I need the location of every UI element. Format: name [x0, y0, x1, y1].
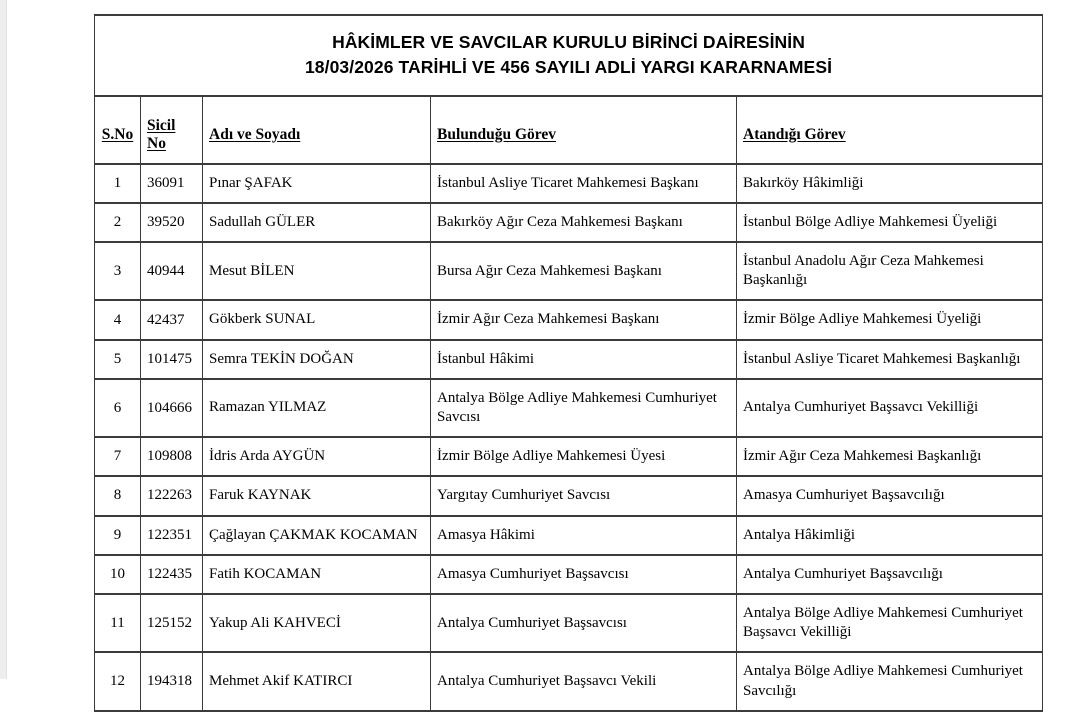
- cell-sno: 7: [95, 437, 141, 476]
- cell-sicil-no: 104666: [141, 379, 203, 437]
- table-row: [95, 340, 1043, 379]
- cell-sno: 8: [95, 476, 141, 515]
- cell-current-post: Antalya Cumhuriyet Başsavcı Vekili: [431, 652, 737, 710]
- cell-new-post: İzmir Bölge Adliye Mahkemesi Üyeliği: [737, 300, 1043, 339]
- table-row: [95, 594, 1043, 652]
- cell-new-post: Antalya Cumhuriyet Başsavcılığı: [737, 555, 1043, 594]
- cell-sicil-no: 36091: [141, 164, 203, 203]
- appointment-decree-table: [94, 14, 1043, 712]
- table-row: [95, 242, 1043, 300]
- column-header-new-post: Atandığı Görev: [737, 96, 1043, 164]
- cell-name: Semra TEKİN DOĞAN: [203, 340, 431, 379]
- cell-sno: 1: [95, 164, 141, 203]
- cell-new-post: Antalya Cumhuriyet Başsavcı Vekilliği: [737, 379, 1043, 437]
- document-title: [95, 15, 1043, 96]
- cell-sicil-no: 122435: [141, 555, 203, 594]
- column-header-current-post: Bulunduğu Görev: [431, 96, 737, 164]
- cell-new-post: Antalya Bölge Adliye Mahkemesi Cumhuriyet Savcılığı: [737, 652, 1043, 710]
- cell-new-post: İstanbul Bölge Adliye Mahkemesi Üyeliği: [737, 203, 1043, 242]
- cell-sno: 10: [95, 555, 141, 594]
- cell-current-post: İstanbul Asliye Ticaret Mahkemesi Başkanı: [431, 164, 737, 203]
- cell-name: Mehmet Akif KATIRCI: [203, 652, 431, 710]
- cell-sno: 5: [95, 340, 141, 379]
- cell-sno: 4: [95, 300, 141, 339]
- cell-current-post: İzmir Ağır Ceza Mahkemesi Başkanı: [431, 300, 737, 339]
- cell-sicil-no: 122351: [141, 516, 203, 555]
- table-row: [95, 516, 1043, 555]
- title-line-2: 18/03/2026 TARİHLİ VE 456 SAYILI ADLİ YARGI KARARNAMESİ: [304, 56, 833, 77]
- cell-sno: 9: [95, 516, 141, 555]
- cell-new-post: Antalya Bölge Adliye Mahkemesi Cumhuriyet Başsavcı Vekilliği: [737, 594, 1043, 652]
- table-row: [95, 379, 1043, 437]
- cell-name: Ramazan YILMAZ: [203, 379, 431, 437]
- cell-sicil-no: 40944: [141, 242, 203, 300]
- cell-sicil-no: 109808: [141, 437, 203, 476]
- table-header-row: [95, 96, 1043, 164]
- table-row: [95, 300, 1043, 339]
- cell-sicil-no: 101475: [141, 340, 203, 379]
- cell-sno: 3: [95, 242, 141, 300]
- cell-sno: 2: [95, 203, 141, 242]
- cell-name: Sadullah GÜLER: [203, 203, 431, 242]
- column-header-sicil-no: Sicil No: [141, 96, 203, 164]
- column-header-sno: S.No: [95, 96, 141, 164]
- cell-new-post: Bakırköy Hâkimliği: [737, 164, 1043, 203]
- cell-name: Pınar ŞAFAK: [203, 164, 431, 203]
- cell-sno: 11: [95, 594, 141, 652]
- cell-new-post: İstanbul Asliye Ticaret Mahkemesi Başkanlığı: [737, 340, 1043, 379]
- cell-name: Faruk KAYNAK: [203, 476, 431, 515]
- cell-current-post: Amasya Hâkimi: [431, 516, 737, 555]
- table-row: [95, 555, 1043, 594]
- table-row: [95, 203, 1043, 242]
- table-row: [95, 437, 1043, 476]
- cell-current-post: Bakırköy Ağır Ceza Mahkemesi Başkanı: [431, 203, 737, 242]
- table-row: [95, 164, 1043, 203]
- page-left-edge-strip: [0, 0, 7, 679]
- title-row: [95, 15, 1043, 96]
- cell-new-post: İzmir Ağır Ceza Mahkemesi Başkanlığı: [737, 437, 1043, 476]
- cell-current-post: Antalya Bölge Adliye Mahkemesi Cumhuriyet Savcısı: [431, 379, 737, 437]
- cell-sno: 12: [95, 652, 141, 710]
- table-row: [95, 476, 1043, 515]
- cell-new-post: İstanbul Anadolu Ağır Ceza Mahkemesi Başkanlığı: [737, 242, 1043, 300]
- cell-name: Fatih KOCAMAN: [203, 555, 431, 594]
- cell-new-post: Antalya Hâkimliği: [737, 516, 1043, 555]
- table-row: [95, 652, 1043, 710]
- cell-current-post: Yargıtay Cumhuriyet Savcısı: [431, 476, 737, 515]
- column-header-name: Adı ve Soyadı: [203, 96, 431, 164]
- title-line-1: HÂKİMLER VE SAVCILAR KURULU BİRİNCİ DAİRESİNİN: [332, 32, 805, 52]
- cell-sicil-no: 194318: [141, 652, 203, 710]
- cell-sicil-no: 39520: [141, 203, 203, 242]
- cell-name: Yakup Ali KAHVECİ: [203, 594, 431, 652]
- cell-new-post: Amasya Cumhuriyet Başsavcılığı: [737, 476, 1043, 515]
- cell-current-post: İzmir Bölge Adliye Mahkemesi Üyesi: [431, 437, 737, 476]
- cell-current-post: İstanbul Hâkimi: [431, 340, 737, 379]
- cell-name: Mesut BİLEN: [203, 242, 431, 300]
- cell-sicil-no: 122263: [141, 476, 203, 515]
- cell-current-post: Antalya Cumhuriyet Başsavcısı: [431, 594, 737, 652]
- cell-name: Gökberk SUNAL: [203, 300, 431, 339]
- cell-sno: 6: [95, 379, 141, 437]
- cell-name: İdris Arda AYGÜN: [203, 437, 431, 476]
- cell-sicil-no: 42437: [141, 300, 203, 339]
- cell-current-post: Amasya Cumhuriyet Başsavcısı: [431, 555, 737, 594]
- cell-current-post: Bursa Ağır Ceza Mahkemesi Başkanı: [431, 242, 737, 300]
- cell-sicil-no: 125152: [141, 594, 203, 652]
- cell-name: Çağlayan ÇAKMAK KOCAMAN: [203, 516, 431, 555]
